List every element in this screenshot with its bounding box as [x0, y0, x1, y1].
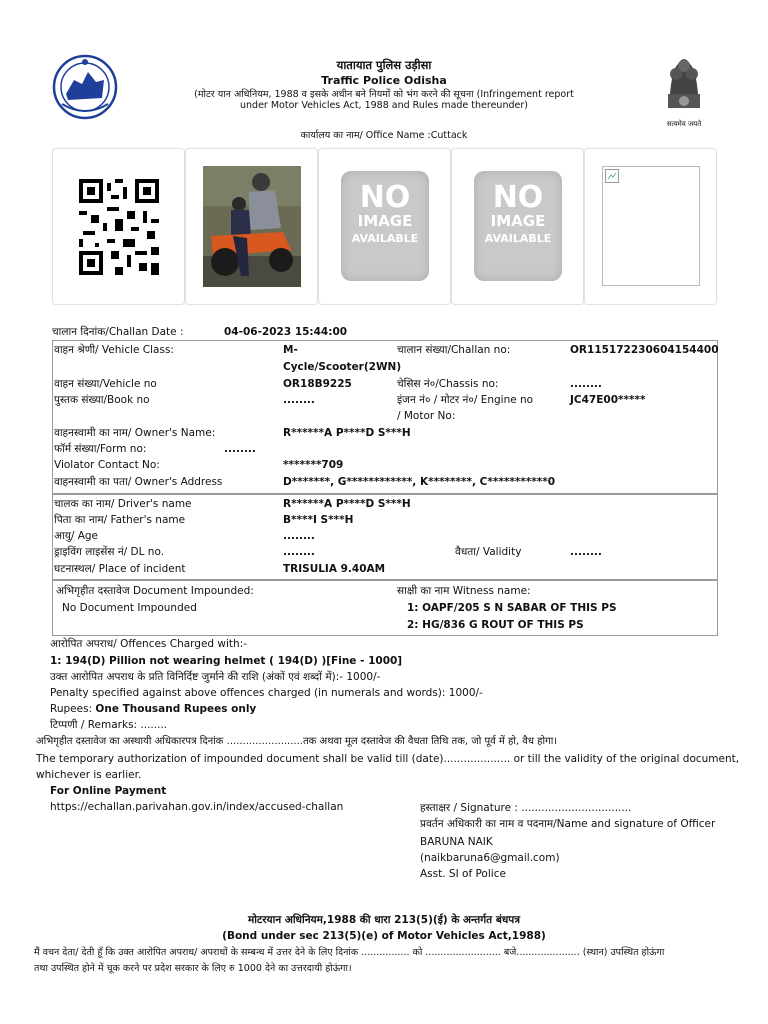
contact-value: *******709: [283, 459, 344, 471]
rupees-line: Rupees: One Thousand Rupees only: [50, 703, 257, 715]
owner-name-value: R******A P****D S***H: [283, 427, 411, 439]
vehicle-class-value: M-: [283, 344, 298, 356]
violation-photo: [203, 166, 301, 287]
challan-no-label: चालान संख्या/Challan no:: [397, 344, 511, 356]
image-placeholder-1: [318, 148, 451, 305]
qr-code-icon: [79, 179, 159, 275]
online-payment-label: For Online Payment: [50, 785, 167, 797]
place-value: TRISULIA 9.40AM: [283, 563, 386, 575]
challan-date-value: 04-06-2023 15:44:00: [224, 326, 348, 338]
officer-label: प्रवर्तन अधिकारी का नाम व पदनाम/Name and signature of Officer: [420, 818, 716, 830]
contact-label: Violator Contact No:: [54, 459, 160, 471]
father-name-label: पिता का नाम/ Father's name: [54, 514, 186, 526]
bond-text-1: मैं वचन देता/ देती हूँ कि उक्त आरोपित अपराध/ अपराधों के सम्बन्ध में उत्तर देने के लिए दिनांक ................ को ......................... बजे..................... (स्थान) उपस्थित होऊंगा: [34, 947, 665, 958]
broken-image-icon: [602, 166, 700, 286]
engine-label-cont: / Motor No:: [397, 410, 456, 422]
violation-photo-box: [185, 148, 318, 305]
subtitle-line1: (मोटर यान अधिनियम, 1988 व इसके अधीन बने नियमों को भंग करने की सूचना (Infringement report: [194, 89, 574, 100]
owner-address-value: D*******, G************, K********, C***********0: [283, 476, 556, 488]
temp-auth-en2: whichever is earlier.: [36, 769, 142, 781]
officer-name: BARUNA NAIK: [420, 836, 493, 848]
signature-line: हस्ताक्षर / Signature : .................................: [420, 802, 632, 814]
officer-email: (naikbaruna6@gmail.com): [420, 852, 560, 864]
chassis-label: चेसिस नं०/Chassis no:: [397, 378, 499, 390]
challan-date-label: चालान दिनांक/Challan Date :: [52, 326, 184, 338]
image-placeholder-3: [584, 148, 717, 305]
validity-value: ........: [570, 546, 602, 558]
age-label: आयु/ Age: [54, 530, 99, 542]
challan-no-value: OR11517223060415440​0: [570, 344, 719, 356]
subtitle-line2: under Motor Vehicles Act, 1988 and Rules made thereunder): [240, 100, 528, 111]
bond-title-hindi: मोटरयान अधिनियम,1988 की धारा 213(5)(ई) के अन्तर्गत बंधपत्र: [247, 914, 521, 926]
office-name: कार्यालय का नाम/ Office Name :Cuttack: [300, 130, 468, 141]
place-label: घटनास्थल/ Place of incident: [54, 563, 186, 575]
no-image-icon: NO IMAGE AVAILABLE: [341, 171, 429, 281]
temp-auth-hindi: अभिगृहीत दस्तावेज का अस्थायी अधिकारपत्र दिनांक ........................तक अथवा मूल दस्तावेज की वैधता तिथि तक, जो पूर्व में हो, वैध होगा।: [36, 736, 558, 747]
book-no-value: ........: [283, 394, 315, 406]
impounded-label: अभिगृहीत दस्तावेज Document Impounded:: [56, 585, 254, 597]
father-name-value: B****I S***H: [283, 514, 354, 526]
owner-address-label: वाहनस्वामी का पता/ Owner's Address: [54, 476, 223, 488]
engine-label: इंजन नं० / मोटर नं०/ Engine no: [397, 394, 534, 406]
owner-name-label: वाहनस्वामी का नाम/ Owner's Name:: [54, 427, 216, 439]
temp-auth-en1: The temporary authorization of impounded document shall be valid till (date).................... or till the validity of the original document,: [36, 753, 740, 765]
witness-2: 2: HG/836 G ROUT OF THIS PS: [407, 619, 584, 631]
officer-rank: Asst. SI of Police: [420, 868, 506, 880]
dl-value: ........: [283, 546, 315, 558]
vehicle-class-label: वाहन श्रेणी/ Vehicle Class:: [54, 344, 174, 356]
hindi-title: यातायात पुलिस उड़ीसा: [336, 58, 432, 72]
form-no-value: ........: [224, 443, 256, 455]
book-no-label: पुस्तक संख्या/Book no: [54, 394, 150, 406]
no-image-icon: NO IMAGE AVAILABLE: [474, 171, 562, 281]
validity-label: वैधता/ Validity: [455, 546, 522, 558]
impounded-value: No Document Impounded: [62, 602, 197, 614]
dl-label: ड्राइविंग लाइसेंस नं/ DL no.: [54, 546, 165, 558]
remarks: टिप्पणी / Remarks: ........: [50, 719, 168, 731]
vehicle-no-value: OR18B9225: [283, 378, 352, 390]
seal-caption: सत्यमेव जयते: [666, 120, 702, 128]
driver-name-label: चालक का नाम/ Driver's name: [54, 498, 192, 510]
age-value: ........: [283, 530, 315, 542]
offences-label: आरोपित अपराध/ Offences Charged with:-: [50, 638, 248, 650]
penalty-text: Penalty specified against above offences charged (in numerals and words): 1000/-: [50, 687, 483, 699]
qr-code-box: [52, 148, 185, 305]
chassis-value: ........: [570, 378, 602, 390]
bond-title-en: (Bond under sec 213(5)(e) of Motor Vehicles Act,1988): [222, 930, 546, 942]
driver-name-value: R******A P****D S***H: [283, 498, 411, 510]
witness-1: 1: OAPF/205 S N SABAR OF THIS PS: [407, 602, 617, 614]
offence-item-1: 1: 194(D) Pillion not wearing helmet ( 194(D) )[Fine - 1000]: [50, 655, 403, 667]
image-placeholder-2: [451, 148, 584, 305]
fine-hindi: उक्त आरोपित अपराध के प्रति विनिर्दिष्ट जुर्माने की राशि (अंकों एवं शब्दों में):- 1000/-: [50, 671, 381, 683]
vehicle-no-label: वाहन संख्या/Vehicle no: [54, 378, 157, 390]
page-title: Traffic Police Odisha: [321, 74, 447, 87]
payment-url-link[interactable]: https://echallan.parivahan.gov.in/index/accused-challan: [50, 801, 344, 813]
vehicle-class-value-cont: Cycle/Scooter(2WN): [283, 361, 402, 373]
witness-label: साक्षी का नाम Witness name:: [397, 585, 531, 597]
bond-text-2: तथा उपस्थित होने में चूक करने पर प्रदेश सरकार के लिए रु 1000 देने का उत्तरदायी होऊंगा।: [34, 963, 352, 974]
engine-value: JC47E00*****: [570, 394, 646, 406]
form-no-label: फॉर्म संख्या/Form no:: [54, 443, 147, 455]
